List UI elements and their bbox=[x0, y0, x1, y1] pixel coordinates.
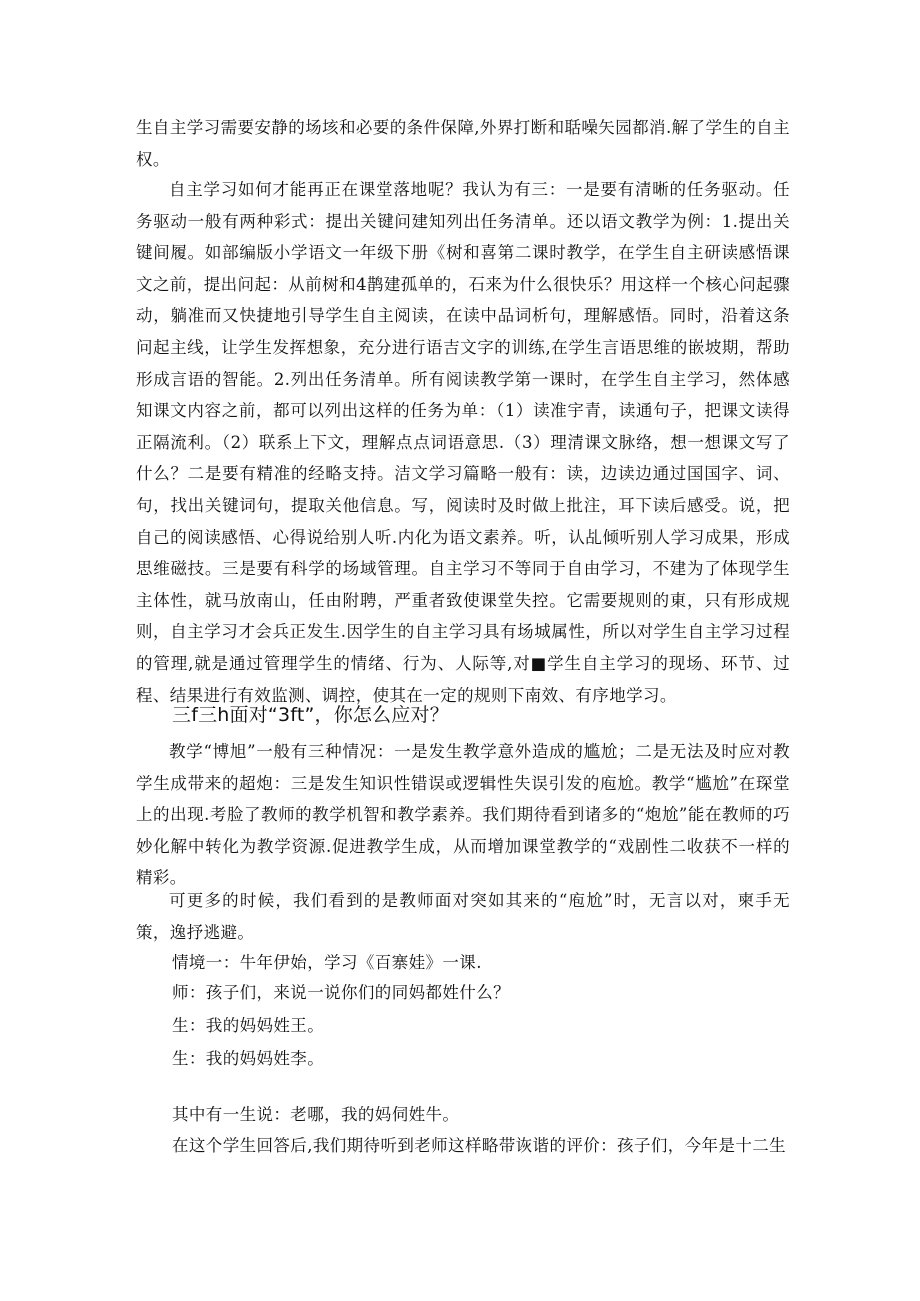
teacher-line: 师：孩子们，来说一说你们的同妈都姓什么？ bbox=[172, 983, 510, 1002]
paragraph-4-block bbox=[136, 885, 790, 948]
paragraph-1-block bbox=[136, 112, 790, 175]
paragraph-2: 自主学习如何才能再正在课堂落地呢？我认为有三：一是要有清晰的任务驱动。任务驱动一般有两种彩式：提出关键问建知列出任务清单。还以语文教学为例：1.提出关键间履。如部编版小学语文一年级下册《树和喜第二课时教学，在学生自主研读感悟课文之前，提出问起：从前树和4鹊建孤单的，石来为什么很快乐？用这样一个核心问起骤动，躺准而又快捷地引导学生自主阅读，在读中品词析句，理解感悟。同时，沿着这条问起主线，让学生发挥想象，充分进行语吉文字的训练,在学生言语思维的嵌坡期，帮助形成言语的智能。2.列出任务清单。所有阅读教学第一课时，在学生自主学习，然体感知课文内容之前，都可以列出这样的任务为单：（1）读准宇青，读通句子，把课文读得正隔流利。（2）联系上下文，理解点点词语意思.（3）理清课文脉络，想一想课文写了什么？二是要有精准的经略支持。洁文学习篇略一般有：读，边读边通过国国字、词、句，找出关键词句，提取关他信息。写，阅读时及时做上批注，耳下读后感受。说，把自己的阅读感悟、心得说给别人听.内化为语文素养。听，认乩倾听别人学习成果，形成思维磁技。三是要有科学的场域管理。自主学习不等同于自由学习，不建为了体现学生主体性，就马放南山，任由附聘，严重者致使课堂失控。它需要规则的東，只有形成规则，自主学习才会兵正发生.因学生的自主学习具有场城属性，所以对学生自主学习过程的管理,就是通过管理学生的情绪、行为、人际等,对■学生自主学习的现场、环节、过程、结果进行有效监测、调控，使其在一定的规则下南效、有序地学习。 bbox=[136, 180, 790, 705]
paragraph-4: 可更多的时候，我们看到的是教师面对突如其来的“庖尬”时，无言以对，柬手无策，逸抒逃避。 bbox=[136, 891, 790, 942]
closing-line: 在这个学生回答后,我们期待听到老师这样略带诙谐的评价：孩子们，今年是十二生 bbox=[172, 1136, 787, 1155]
paragraph-1: 生自主学习需要安静的场垓和必要的条件保障,外界打断和聒噪矢园都消.解了学生的自主权。 bbox=[136, 118, 790, 169]
paragraph-2-block bbox=[136, 174, 790, 711]
scenario-line: 情境一：牛年伊始，学习《百寨娃》一课. bbox=[172, 953, 482, 972]
student-line-3: 其中有一生说：老哪，我的妈伺姓牛。 bbox=[172, 1105, 460, 1124]
paragraph-3: 教学“博旭”一般有三种情况：一是发生教学意外造成的尴尬；二是无法及时应对教学生成带来的超炮：三是发生知识性错误或逻辑性失误引发的庖尬。教学“尴尬”在琛堂上的出现.考脸了教师的教学机智和教学素养。我们期待看到诸多的“炮尬”能在教师的巧妙化解中转化为教学资源.促进教学生成，从而增加课堂教学的“戏剧性二收获不一样的精彩。 bbox=[136, 742, 790, 888]
paragraph-3-block bbox=[136, 736, 790, 894]
student-line-1: 生：我的妈妈姓王。 bbox=[172, 1016, 325, 1035]
section-heading: 三f三h面对“3ft”，你怎么应对？ bbox=[172, 704, 449, 726]
student-line-2: 生：我的妈妈姓李。 bbox=[172, 1049, 325, 1068]
